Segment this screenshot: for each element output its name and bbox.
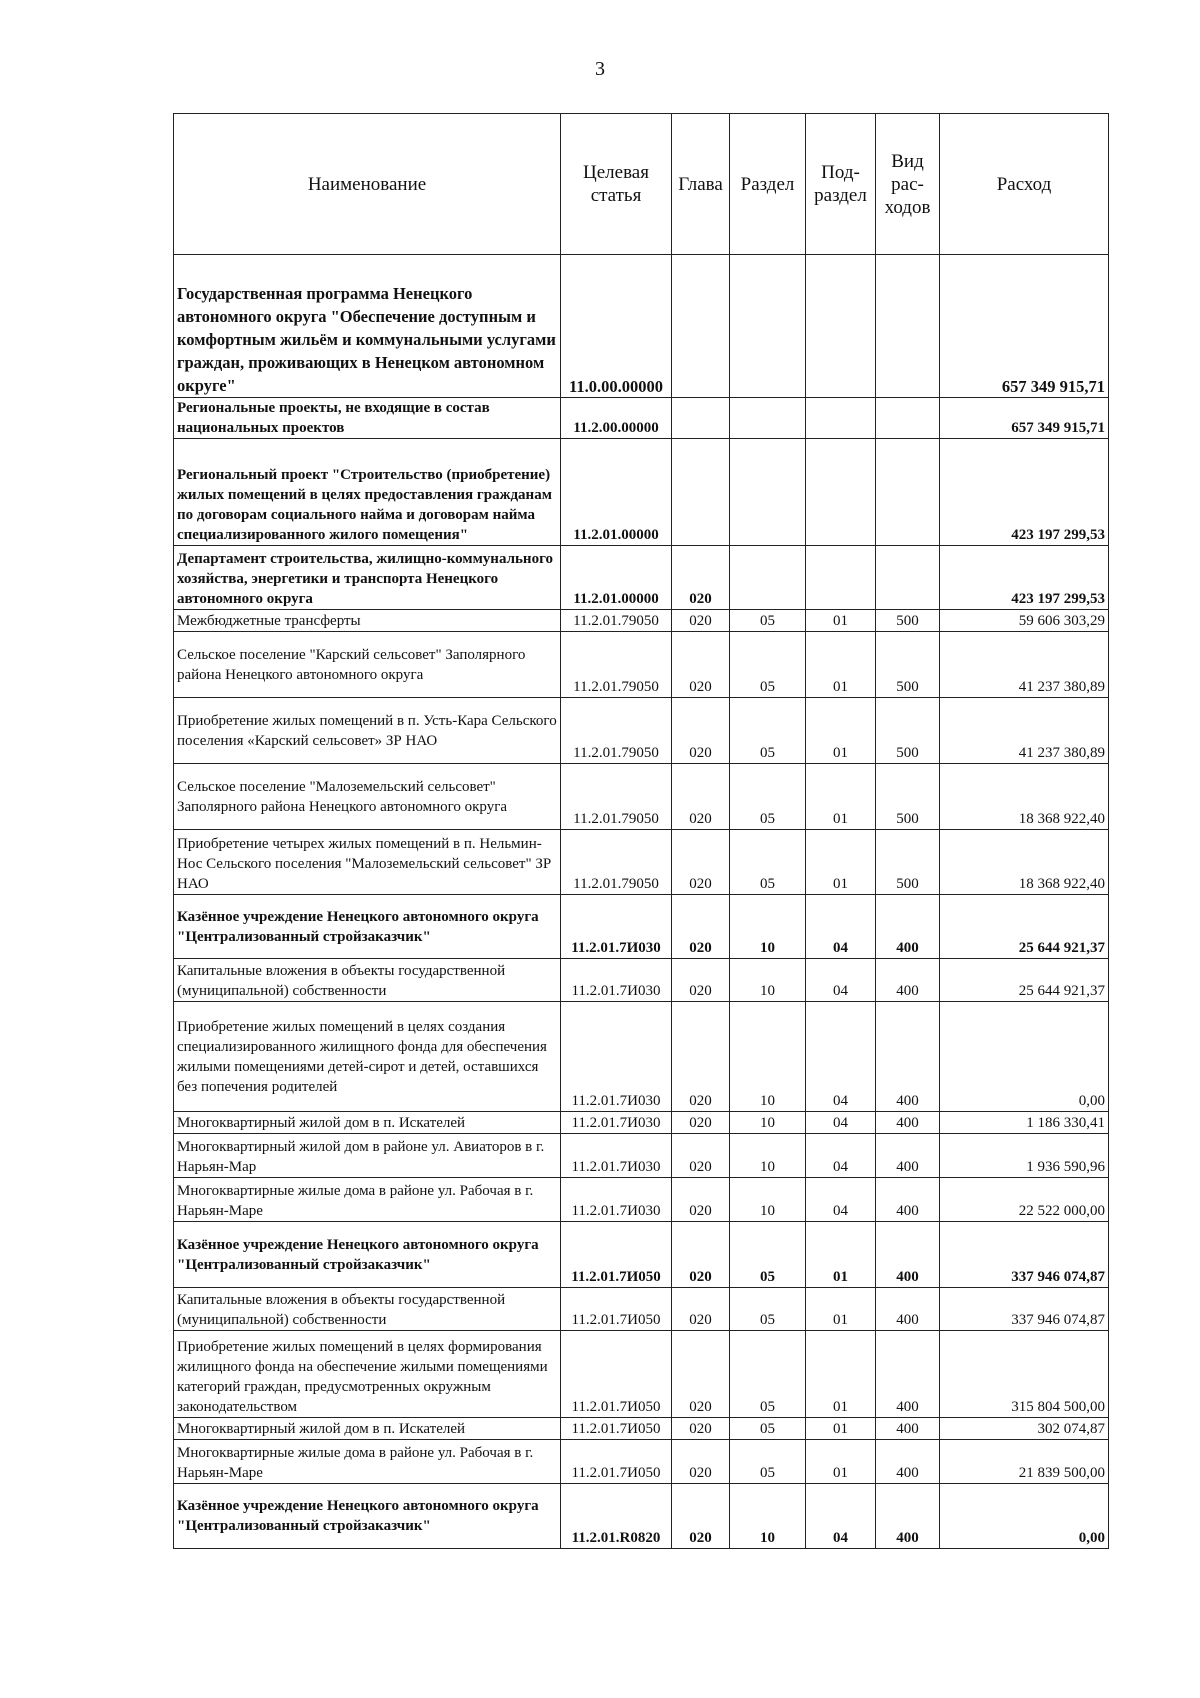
row-subsection: 01 [806,698,876,764]
row-chapter: 020 [672,1222,730,1288]
row-section: 05 [730,1222,806,1288]
row-section: 05 [730,1288,806,1331]
row-amount: 423 197 299,53 [940,439,1109,546]
row-chapter: 020 [672,610,730,632]
row-amount: 1 186 330,41 [940,1112,1109,1134]
table-row [174,546,1109,610]
table-row [174,1484,1109,1549]
row-article: 11.2.01.79050 [561,830,672,895]
row-section: 10 [730,1484,806,1549]
row-amount: 22 522 000,00 [940,1178,1109,1222]
row-article: 11.2.01.7И030 [561,1178,672,1222]
row-section: 10 [730,1112,806,1134]
budget-table [173,113,1109,1549]
row-name: Сельское поселение "Карский сельсовет" Заполярного района Ненецкого автономного округа [174,632,561,698]
table-row [174,895,1109,959]
row-type: 500 [876,632,940,698]
row-section: 10 [730,1134,806,1178]
row-article: 11.2.01.79050 [561,632,672,698]
row-name: Приобретение жилых помещений в целях создания специализированного жилищного фонда для обеспечения жилыми помещениями детей-сирот и детей, оставшихся без попечения родителей [174,1002,561,1112]
row-section [730,398,806,439]
row-article: 11.2.01.79050 [561,610,672,632]
row-subsection: 01 [806,830,876,895]
row-amount: 41 237 380,89 [940,698,1109,764]
row-subsection: 01 [806,632,876,698]
row-amount: 657 349 915,71 [940,255,1109,398]
row-article: 11.2.01.79050 [561,698,672,764]
row-article: 11.2.01.7И050 [561,1331,672,1418]
row-name: Капитальные вложения в объекты государственной (муниципальной) собственности [174,1288,561,1331]
row-name: Многоквартирные жилые дома в районе ул. Рабочая в г. Нарьян-Маре [174,1178,561,1222]
table-row [174,1418,1109,1440]
table-row [174,1134,1109,1178]
row-type: 400 [876,1288,940,1331]
row-chapter: 020 [672,698,730,764]
row-article: 11.2.01.00000 [561,546,672,610]
row-chapter: 020 [672,1178,730,1222]
table-row [174,1222,1109,1288]
row-subsection: 04 [806,895,876,959]
table-row [174,398,1109,439]
row-chapter: 020 [672,764,730,830]
row-type: 400 [876,1440,940,1484]
row-article: 11.2.00.00000 [561,398,672,439]
row-subsection: 01 [806,1288,876,1331]
row-subsection: 04 [806,1002,876,1112]
row-subsection: 04 [806,1178,876,1222]
row-chapter: 020 [672,1484,730,1549]
row-chapter [672,255,730,398]
row-type: 400 [876,1222,940,1288]
row-section: 05 [730,830,806,895]
row-name: Многоквартирный жилой дом в п. Искателей [174,1112,561,1134]
row-section: 10 [730,959,806,1002]
row-chapter: 020 [672,1440,730,1484]
row-section: 05 [730,1440,806,1484]
row-amount: 1 936 590,96 [940,1134,1109,1178]
row-subsection: 01 [806,1331,876,1418]
table-row [174,698,1109,764]
row-section [730,439,806,546]
row-type: 400 [876,1484,940,1549]
row-chapter [672,398,730,439]
header-target-article: Целевая статья [561,114,672,255]
row-name: Сельское поселение "Малоземельский сельсовет" Заполярного района Ненецкого автономного округа [174,764,561,830]
row-type: 400 [876,895,940,959]
row-article: 11.2.01.7И050 [561,1222,672,1288]
table-row [174,1002,1109,1112]
row-chapter [672,439,730,546]
row-subsection: 01 [806,764,876,830]
header-expense-type: Вид рас-ходов [876,114,940,255]
row-section: 10 [730,895,806,959]
row-subsection [806,439,876,546]
row-article: 11.2.01.7И030 [561,895,672,959]
row-type: 500 [876,610,940,632]
row-name: Межбюджетные трансферты [174,610,561,632]
row-article: 11.2.01.7И050 [561,1288,672,1331]
row-name: Казённое учреждение Ненецкого автономного округа "Централизованный стройзаказчик" [174,1222,561,1288]
row-subsection: 01 [806,1440,876,1484]
row-type: 400 [876,1134,940,1178]
row-subsection: 04 [806,1484,876,1549]
row-name: Приобретение жилых помещений в п. Усть-Кара Сельского поселения «Карский сельсовет» ЗР НАО [174,698,561,764]
row-amount: 21 839 500,00 [940,1440,1109,1484]
header-subsection: Под-раздел [806,114,876,255]
row-section: 10 [730,1178,806,1222]
row-subsection: 01 [806,1418,876,1440]
row-amount: 302 074,87 [940,1418,1109,1440]
table-row [174,1331,1109,1418]
row-amount: 423 197 299,53 [940,546,1109,610]
row-type: 500 [876,830,940,895]
row-type: 500 [876,764,940,830]
header-expense: Расход [940,114,1109,255]
row-amount: 59 606 303,29 [940,610,1109,632]
row-amount: 41 237 380,89 [940,632,1109,698]
row-subsection: 04 [806,1134,876,1178]
row-article: 11.2.01.7И030 [561,1112,672,1134]
row-subsection [806,255,876,398]
row-chapter: 020 [672,830,730,895]
row-amount: 18 368 922,40 [940,830,1109,895]
row-name: Региональные проекты, не входящие в состав национальных проектов [174,398,561,439]
row-section: 05 [730,632,806,698]
row-amount: 18 368 922,40 [940,764,1109,830]
row-chapter: 020 [672,1288,730,1331]
row-name: Казённое учреждение Ненецкого автономного округа "Централизованный стройзаказчик" [174,1484,561,1549]
row-amount: 337 946 074,87 [940,1222,1109,1288]
row-chapter: 020 [672,632,730,698]
row-article: 11.2.01.7И050 [561,1440,672,1484]
row-chapter: 020 [672,546,730,610]
header-section: Раздел [730,114,806,255]
row-article: 11.2.01.7И030 [561,1002,672,1112]
row-section: 05 [730,1331,806,1418]
row-section: 10 [730,1002,806,1112]
row-chapter: 020 [672,1002,730,1112]
row-type: 400 [876,1178,940,1222]
table-row [174,610,1109,632]
row-chapter: 020 [672,1112,730,1134]
row-subsection [806,546,876,610]
row-subsection: 01 [806,610,876,632]
row-type [876,398,940,439]
row-subsection: 01 [806,1222,876,1288]
row-amount: 0,00 [940,1002,1109,1112]
row-name: Многоквартирный жилой дом в районе ул. Авиаторов в г. Нарьян-Мар [174,1134,561,1178]
row-article: 11.2.01.7И050 [561,1418,672,1440]
row-chapter: 020 [672,1418,730,1440]
row-section: 05 [730,764,806,830]
row-amount: 0,00 [940,1484,1109,1549]
row-type: 400 [876,959,940,1002]
table-row [174,1112,1109,1134]
row-article: 11.2.01.00000 [561,439,672,546]
row-amount: 25 644 921,37 [940,959,1109,1002]
row-subsection: 04 [806,1112,876,1134]
row-type: 400 [876,1002,940,1112]
row-name: Капитальные вложения в объекты государственной (муниципальной) собственности [174,959,561,1002]
row-subsection: 04 [806,959,876,1002]
table-row [174,1440,1109,1484]
table-header-row [174,114,1109,255]
header-chapter: Глава [672,114,730,255]
row-name: Приобретение четырех жилых помещений в п. Нельмин-Нос Сельского поселения "Малоземельский сельсовет" ЗР НАО [174,830,561,895]
row-name: Казённое учреждение Ненецкого автономного округа "Централизованный стройзаказчик" [174,895,561,959]
row-section: 05 [730,1418,806,1440]
row-article: 11.0.00.00000 [561,255,672,398]
row-type [876,255,940,398]
row-section: 05 [730,610,806,632]
row-name: Государственная программа Ненецкого автономного округа "Обеспечение доступным и комфортным жильём и коммунальными услугами граждан, проживающих в Ненецком автономном округе" [174,255,561,398]
row-type: 400 [876,1331,940,1418]
row-name: Региональный проект "Строительство (приобретение) жилых помещений в целях предоставления гражданам по договорам социального найма и договорам найма специализированного жилого помещения" [174,439,561,546]
row-article: 11.2.01.79050 [561,764,672,830]
table-row [174,632,1109,698]
row-type: 500 [876,698,940,764]
table-row [174,1288,1109,1331]
row-section: 05 [730,698,806,764]
row-article: 11.2.01.7И030 [561,1134,672,1178]
row-chapter: 020 [672,959,730,1002]
row-type: 400 [876,1418,940,1440]
row-chapter: 020 [672,895,730,959]
row-amount: 337 946 074,87 [940,1288,1109,1331]
row-name: Приобретение жилых помещений в целях формирования жилищного фонда на обеспечение жилыми помещениями категорий граждан, предусмотренных окружным законодательством [174,1331,561,1418]
row-subsection [806,398,876,439]
row-article: 11.2.01.R0820 [561,1484,672,1549]
row-name: Многоквартирный жилой дом в п. Искателей [174,1418,561,1440]
row-type [876,546,940,610]
row-chapter: 020 [672,1134,730,1178]
row-name: Департамент строительства, жилищно-коммунального хозяйства, энергетики и транспорта Ненецкого автономного округа [174,546,561,610]
row-section [730,255,806,398]
row-amount: 315 804 500,00 [940,1331,1109,1418]
header-name: Наименование [174,114,561,255]
page-number: 3 [595,58,605,80]
row-article: 11.2.01.7И030 [561,959,672,1002]
table-row [174,764,1109,830]
row-name: Многоквартирные жилые дома в районе ул. Рабочая в г. Нарьян-Маре [174,1440,561,1484]
table-row [174,255,1109,398]
row-amount: 657 349 915,71 [940,398,1109,439]
row-type: 400 [876,1112,940,1134]
row-chapter: 020 [672,1331,730,1418]
table-row [174,1178,1109,1222]
row-amount: 25 644 921,37 [940,895,1109,959]
row-section [730,546,806,610]
table-row [174,439,1109,546]
table-row [174,830,1109,895]
row-type [876,439,940,546]
table-row [174,959,1109,1002]
